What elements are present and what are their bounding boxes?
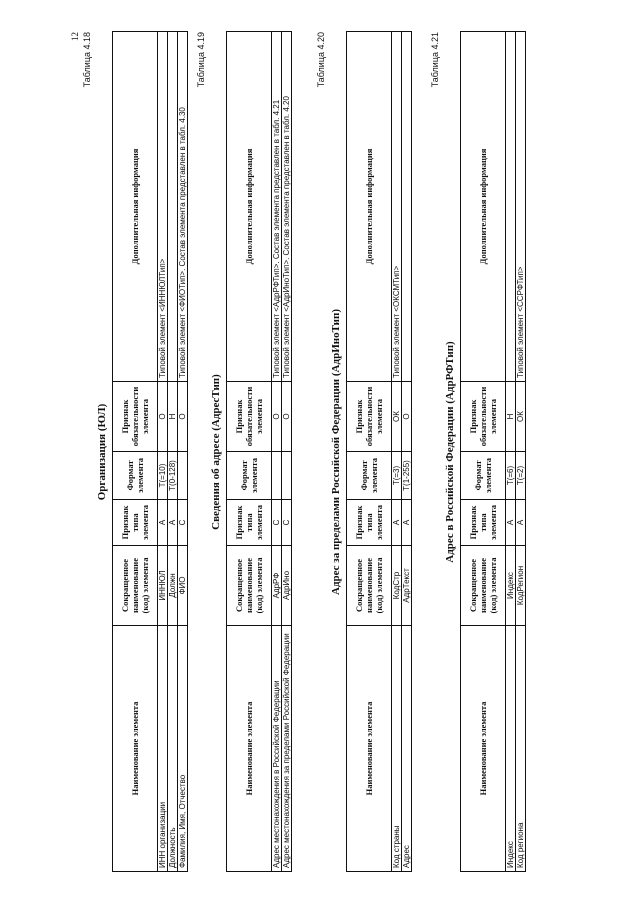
table-title: Адрес за пределами Российской Федерации (АдрИноТип) bbox=[330, 309, 342, 595]
cell-code: АдрИно bbox=[282, 546, 292, 626]
elements-table-4-18 bbox=[112, 31, 188, 872]
header-type: Признак типа элемента bbox=[227, 500, 272, 546]
cell-info: Типовой элемент <АдрИноТип>. Состав элемента представлен в табл. 4.20 bbox=[282, 32, 292, 382]
cell-type: А bbox=[392, 500, 402, 546]
cell-code: КодРегион bbox=[516, 546, 526, 626]
header-name: Наименование элемента bbox=[227, 626, 272, 872]
header-code: Сокращенное наименование (код) элемента bbox=[347, 546, 392, 626]
cell-name: Индекс bbox=[506, 626, 516, 872]
cell-info bbox=[402, 32, 412, 382]
cell-type: А bbox=[158, 500, 168, 546]
table-row bbox=[272, 32, 282, 872]
cell-info bbox=[506, 32, 516, 382]
cell-required: О bbox=[158, 382, 168, 452]
cell-code: ИННЮЛ bbox=[158, 546, 168, 626]
header-required: Признак обязательности элемента bbox=[227, 382, 272, 452]
cell-name: Адрес местонахождения за пределами Российской Федерации bbox=[282, 626, 292, 872]
cell-name: Фамилия, Имя, Отчество bbox=[178, 626, 188, 872]
elements-table-4-19 bbox=[226, 31, 292, 872]
header-code: Сокращенное наименование (код) элемента bbox=[113, 546, 158, 626]
cell-format: T(=2) bbox=[516, 452, 526, 500]
elements-table-4-21 bbox=[460, 31, 526, 872]
cell-code: КодСтр bbox=[392, 546, 402, 626]
header-code: Сокращенное наименование (код) элемента bbox=[227, 546, 272, 626]
header-format: Формат элемента bbox=[113, 452, 158, 500]
cell-format: T(1-255) bbox=[402, 452, 412, 500]
cell-code: ФИО bbox=[178, 546, 188, 626]
header-format: Формат элемента bbox=[227, 452, 272, 500]
table-title: Организация (ЮЛ) bbox=[96, 403, 108, 501]
header-info: Дополнительная информация bbox=[113, 32, 158, 382]
cell-required: О bbox=[272, 382, 282, 452]
header-name: Наименование элемента bbox=[347, 626, 392, 872]
cell-info: Типовой элемент <ФИОТип>. Состав элемента представлен в табл. 4.30 bbox=[178, 32, 188, 382]
cell-required: О bbox=[282, 382, 292, 452]
cell-code: АдрТекст bbox=[402, 546, 412, 626]
header-type: Признак типа элемента bbox=[113, 500, 158, 546]
cell-format: T(=6) bbox=[506, 452, 516, 500]
cell-name: Код региона bbox=[516, 626, 526, 872]
cell-format: T(0-128) bbox=[168, 452, 178, 500]
header-info: Дополнительная информация bbox=[461, 32, 506, 382]
cell-required: ОК bbox=[516, 382, 526, 452]
cell-required: Н bbox=[506, 382, 516, 452]
cell-format bbox=[272, 452, 282, 500]
cell-code: АдрРФ bbox=[272, 546, 282, 626]
page-number: 12 bbox=[70, 32, 80, 41]
header-info: Дополнительная информация bbox=[227, 32, 272, 382]
cell-required: О bbox=[178, 382, 188, 452]
elements-table-4-20 bbox=[346, 31, 412, 872]
cell-name: Код страны bbox=[392, 626, 402, 872]
header-code: Сокращенное наименование (код) элемента bbox=[461, 546, 506, 626]
header-format: Формат элемента bbox=[461, 452, 506, 500]
cell-format bbox=[178, 452, 188, 500]
table-title: Сведения об адресе (АдресТип) bbox=[210, 374, 222, 530]
cell-name: Адрес bbox=[402, 626, 412, 872]
table-row bbox=[178, 32, 188, 872]
table-label: Таблица 4.19 bbox=[196, 32, 206, 88]
table-row bbox=[392, 32, 402, 872]
header-format: Формат элемента bbox=[347, 452, 392, 500]
cell-type: А bbox=[402, 500, 412, 546]
header-info: Дополнительная информация bbox=[347, 32, 392, 382]
cell-required: ОК bbox=[392, 382, 402, 452]
cell-required: О bbox=[402, 382, 412, 452]
table-row bbox=[506, 32, 516, 872]
cell-required: Н bbox=[168, 382, 178, 452]
cell-info: Типовой элемент <АдрРФТип>. Состав элемента представлен в табл. 4.21 bbox=[272, 32, 282, 382]
table-row bbox=[158, 32, 168, 872]
cell-code: Должн bbox=[168, 546, 178, 626]
table-label: Таблица 4.18 bbox=[82, 32, 92, 88]
header-name: Наименование элемента bbox=[113, 626, 158, 872]
cell-info: Типовой элемент <ССРФТип> bbox=[516, 32, 526, 382]
cell-code: Индекс bbox=[506, 546, 516, 626]
header-required: Признак обязательности элемента bbox=[461, 382, 506, 452]
header-required: Признак обязательности элемента bbox=[347, 382, 392, 452]
header-type: Признак типа элемента bbox=[347, 500, 392, 546]
table-label: Таблица 4.20 bbox=[316, 32, 326, 88]
header-required: Признак обязательности элемента bbox=[113, 382, 158, 452]
cell-name: ИНН организации bbox=[158, 626, 168, 872]
cell-type: С bbox=[178, 500, 188, 546]
cell-name: Адрес местонахождения в Российской Федерации bbox=[272, 626, 282, 872]
table-row bbox=[402, 32, 412, 872]
header-name: Наименование элемента bbox=[461, 626, 506, 872]
cell-format: T(=3) bbox=[392, 452, 402, 500]
table-label: Таблица 4.21 bbox=[430, 32, 440, 88]
cell-info bbox=[168, 32, 178, 382]
cell-info: Типовой элемент <ИННЮЛТип> bbox=[158, 32, 168, 382]
cell-type: А bbox=[506, 500, 516, 546]
header-type: Признак типа элемента bbox=[461, 500, 506, 546]
table-row bbox=[168, 32, 178, 872]
cell-type: С bbox=[282, 500, 292, 546]
cell-type: А bbox=[168, 500, 178, 546]
table-row bbox=[282, 32, 292, 872]
table-title: Адрес в Российской Федерации (АдрРФТип) bbox=[444, 341, 456, 563]
cell-type: А bbox=[516, 500, 526, 546]
rotated-page bbox=[70, 22, 570, 882]
table-row bbox=[516, 32, 526, 872]
cell-name: Должность bbox=[168, 626, 178, 872]
cell-type: С bbox=[272, 500, 282, 546]
cell-format: T(=10) bbox=[158, 452, 168, 500]
cell-info: Типовой элемент <ОКСМТип> bbox=[392, 32, 402, 382]
cell-format bbox=[282, 452, 292, 500]
